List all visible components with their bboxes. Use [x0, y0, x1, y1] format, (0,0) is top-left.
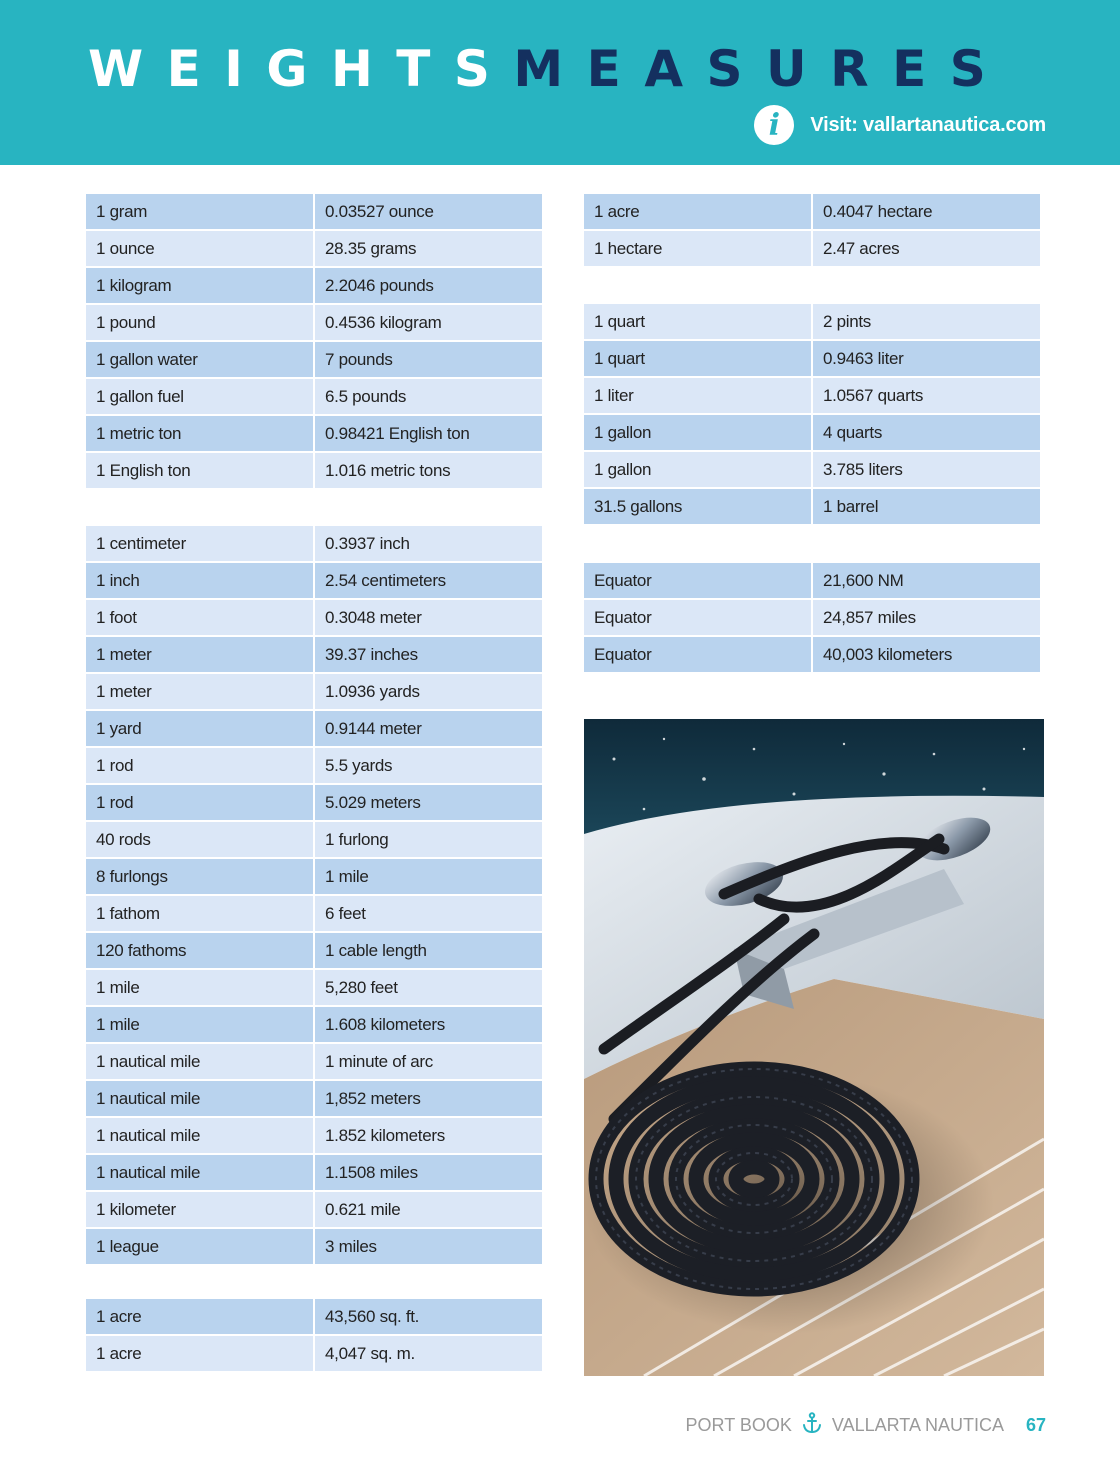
table-row [86, 1080, 542, 1117]
unit-cell: 1 gallon [584, 451, 812, 488]
unit-cell: 1 gallon fuel [86, 378, 314, 415]
equivalent-cell: 0.9144 meter [314, 710, 542, 747]
equivalent-cell: 0.4536 kilogram [314, 304, 542, 341]
equivalent-cell: 1 barrel [812, 488, 1040, 525]
unit-cell: 1 pound [86, 304, 314, 341]
table-row [584, 304, 1040, 340]
unit-cell: 1 centimeter [86, 526, 314, 562]
table-row [86, 636, 542, 673]
title-measures: MEASURES [513, 40, 1010, 98]
table-row [86, 452, 542, 489]
table-row [86, 304, 542, 341]
table-row [86, 1154, 542, 1191]
equivalent-cell: 6 feet [314, 895, 542, 932]
equivalent-cell: 40,003 kilometers [812, 636, 1040, 673]
equivalent-cell: 0.621 mile [314, 1191, 542, 1228]
rope-cleat-photo [584, 719, 1044, 1376]
unit-cell: 120 fathoms [86, 932, 314, 969]
table-row [86, 194, 542, 230]
table-row [584, 488, 1040, 525]
table-row [86, 1043, 542, 1080]
table-row [584, 340, 1040, 377]
equivalent-cell: 6.5 pounds [314, 378, 542, 415]
equivalent-cell: 1.1508 miles [314, 1154, 542, 1191]
equivalent-cell: 1 cable length [314, 932, 542, 969]
equivalent-cell: 4 quarts [812, 414, 1040, 451]
table-row [584, 563, 1040, 599]
table-row [584, 377, 1040, 414]
table-row [86, 747, 542, 784]
area-table-right [584, 194, 1040, 268]
equivalent-cell: 7 pounds [314, 341, 542, 378]
equivalent-cell: 0.3048 meter [314, 599, 542, 636]
table-row [86, 1191, 542, 1228]
unit-cell: 1 meter [86, 636, 314, 673]
unit-cell: 1 acre [86, 1299, 314, 1335]
equivalent-cell: 1.016 metric tons [314, 452, 542, 489]
unit-cell: 1 ounce [86, 230, 314, 267]
table-row [86, 821, 542, 858]
equivalent-cell: 2 pints [812, 304, 1040, 340]
unit-cell: 1 yard [86, 710, 314, 747]
equivalent-cell: 1.0567 quarts [812, 377, 1040, 414]
equivalent-cell: 0.98421 English ton [314, 415, 542, 452]
weights-table [86, 194, 542, 490]
unit-cell: 1 nautical mile [86, 1043, 314, 1080]
unit-cell: Equator [584, 599, 812, 636]
table-row [86, 895, 542, 932]
visit-text[interactable]: Visit: vallartanautica.com [810, 113, 1046, 136]
equivalent-cell: 24,857 miles [812, 599, 1040, 636]
area-table-left [86, 1299, 542, 1373]
table-row [584, 414, 1040, 451]
unit-cell: 1 kilometer [86, 1191, 314, 1228]
unit-cell: 31.5 gallons [584, 488, 812, 525]
table-row [86, 526, 542, 562]
info-icon: i [754, 105, 794, 145]
table-row [86, 784, 542, 821]
equivalent-cell: 0.4047 hectare [812, 194, 1040, 230]
equator-table [584, 563, 1040, 674]
table-row [86, 267, 542, 304]
anchor-icon [802, 1412, 822, 1439]
unit-cell: 8 furlongs [86, 858, 314, 895]
footer-port-book: PORT BOOK [685, 1414, 792, 1435]
equivalent-cell: 21,600 NM [812, 563, 1040, 599]
footer-vallarta-nautica: VALLARTA NAUTICA [831, 1414, 1004, 1435]
unit-cell: 1 nautical mile [86, 1154, 314, 1191]
table-row [86, 858, 542, 895]
unit-cell: Equator [584, 563, 812, 599]
unit-cell: 1 quart [584, 340, 812, 377]
unit-cell: 1 English ton [86, 452, 314, 489]
equivalent-cell: 3 miles [314, 1228, 542, 1265]
unit-cell: 1 quart [584, 304, 812, 340]
title-weights: WEIGHTS [88, 40, 514, 98]
length-table [86, 526, 542, 1266]
unit-cell: 1 acre [584, 194, 812, 230]
table-row [584, 599, 1040, 636]
unit-cell: 1 hectare [584, 230, 812, 267]
unit-cell: 1 gallon water [86, 341, 314, 378]
table-row [86, 415, 542, 452]
unit-cell: 1 rod [86, 784, 314, 821]
table-row [584, 636, 1040, 673]
table-row [86, 1228, 542, 1265]
equivalent-cell: 43,560 sq. ft. [314, 1299, 542, 1335]
table-row [86, 710, 542, 747]
table-row [584, 194, 1040, 230]
equivalent-cell: 1.608 kilometers [314, 1006, 542, 1043]
equivalent-cell: 5.5 yards [314, 747, 542, 784]
equivalent-cell: 4,047 sq. m. [314, 1335, 542, 1372]
page-number: 67 [1025, 1414, 1046, 1435]
table-row [86, 341, 542, 378]
equivalent-cell: 5,280 feet [314, 969, 542, 1006]
unit-cell: 40 rods [86, 821, 314, 858]
table-row [584, 451, 1040, 488]
unit-cell: Equator [584, 636, 812, 673]
equivalent-cell: 0.03527 ounce [314, 194, 542, 230]
unit-cell: 1 gallon [584, 414, 812, 451]
table-row [86, 562, 542, 599]
unit-cell: 1 foot [86, 599, 314, 636]
unit-cell: 1 nautical mile [86, 1117, 314, 1154]
table-row [86, 378, 542, 415]
table-row [86, 673, 542, 710]
table-row [584, 230, 1040, 267]
unit-cell: 1 mile [86, 1006, 314, 1043]
unit-cell: 1 liter [584, 377, 812, 414]
unit-cell: 1 rod [86, 747, 314, 784]
volume-table [584, 304, 1040, 526]
unit-cell: 1 league [86, 1228, 314, 1265]
equivalent-cell: 1 furlong [314, 821, 542, 858]
equivalent-cell: 1,852 meters [314, 1080, 542, 1117]
unit-cell: 1 gram [86, 194, 314, 230]
page-title [88, 38, 1048, 100]
table-row [86, 230, 542, 267]
unit-cell: 1 fathom [86, 895, 314, 932]
footer [686, 1412, 1046, 1438]
unit-cell: 1 inch [86, 562, 314, 599]
table-row [86, 1006, 542, 1043]
equivalent-cell: 1.0936 yards [314, 673, 542, 710]
equivalent-cell: 28.35 grams [314, 230, 542, 267]
table-row [86, 1335, 542, 1372]
equivalent-cell: 1 minute of arc [314, 1043, 542, 1080]
header-banner [0, 0, 1120, 165]
unit-cell: 1 mile [86, 969, 314, 1006]
equivalent-cell: 0.3937 inch [314, 526, 542, 562]
table-row [86, 1299, 542, 1335]
equivalent-cell: 2.54 centimeters [314, 562, 542, 599]
unit-cell: 1 kilogram [86, 267, 314, 304]
equivalent-cell: 39.37 inches [314, 636, 542, 673]
unit-cell: 1 metric ton [86, 415, 314, 452]
equivalent-cell: 0.9463 liter [812, 340, 1040, 377]
equivalent-cell: 2.2046 pounds [314, 267, 542, 304]
table-row [86, 969, 542, 1006]
unit-cell: 1 nautical mile [86, 1080, 314, 1117]
equivalent-cell: 5.029 meters [314, 784, 542, 821]
table-row [86, 599, 542, 636]
equivalent-cell: 1.852 kilometers [314, 1117, 542, 1154]
equivalent-cell: 3.785 liters [812, 451, 1040, 488]
visit-link[interactable] [754, 104, 1046, 146]
table-row [86, 1117, 542, 1154]
unit-cell: 1 acre [86, 1335, 314, 1372]
table-row [86, 932, 542, 969]
equivalent-cell: 1 mile [314, 858, 542, 895]
equivalent-cell: 2.47 acres [812, 230, 1040, 267]
unit-cell: 1 meter [86, 673, 314, 710]
